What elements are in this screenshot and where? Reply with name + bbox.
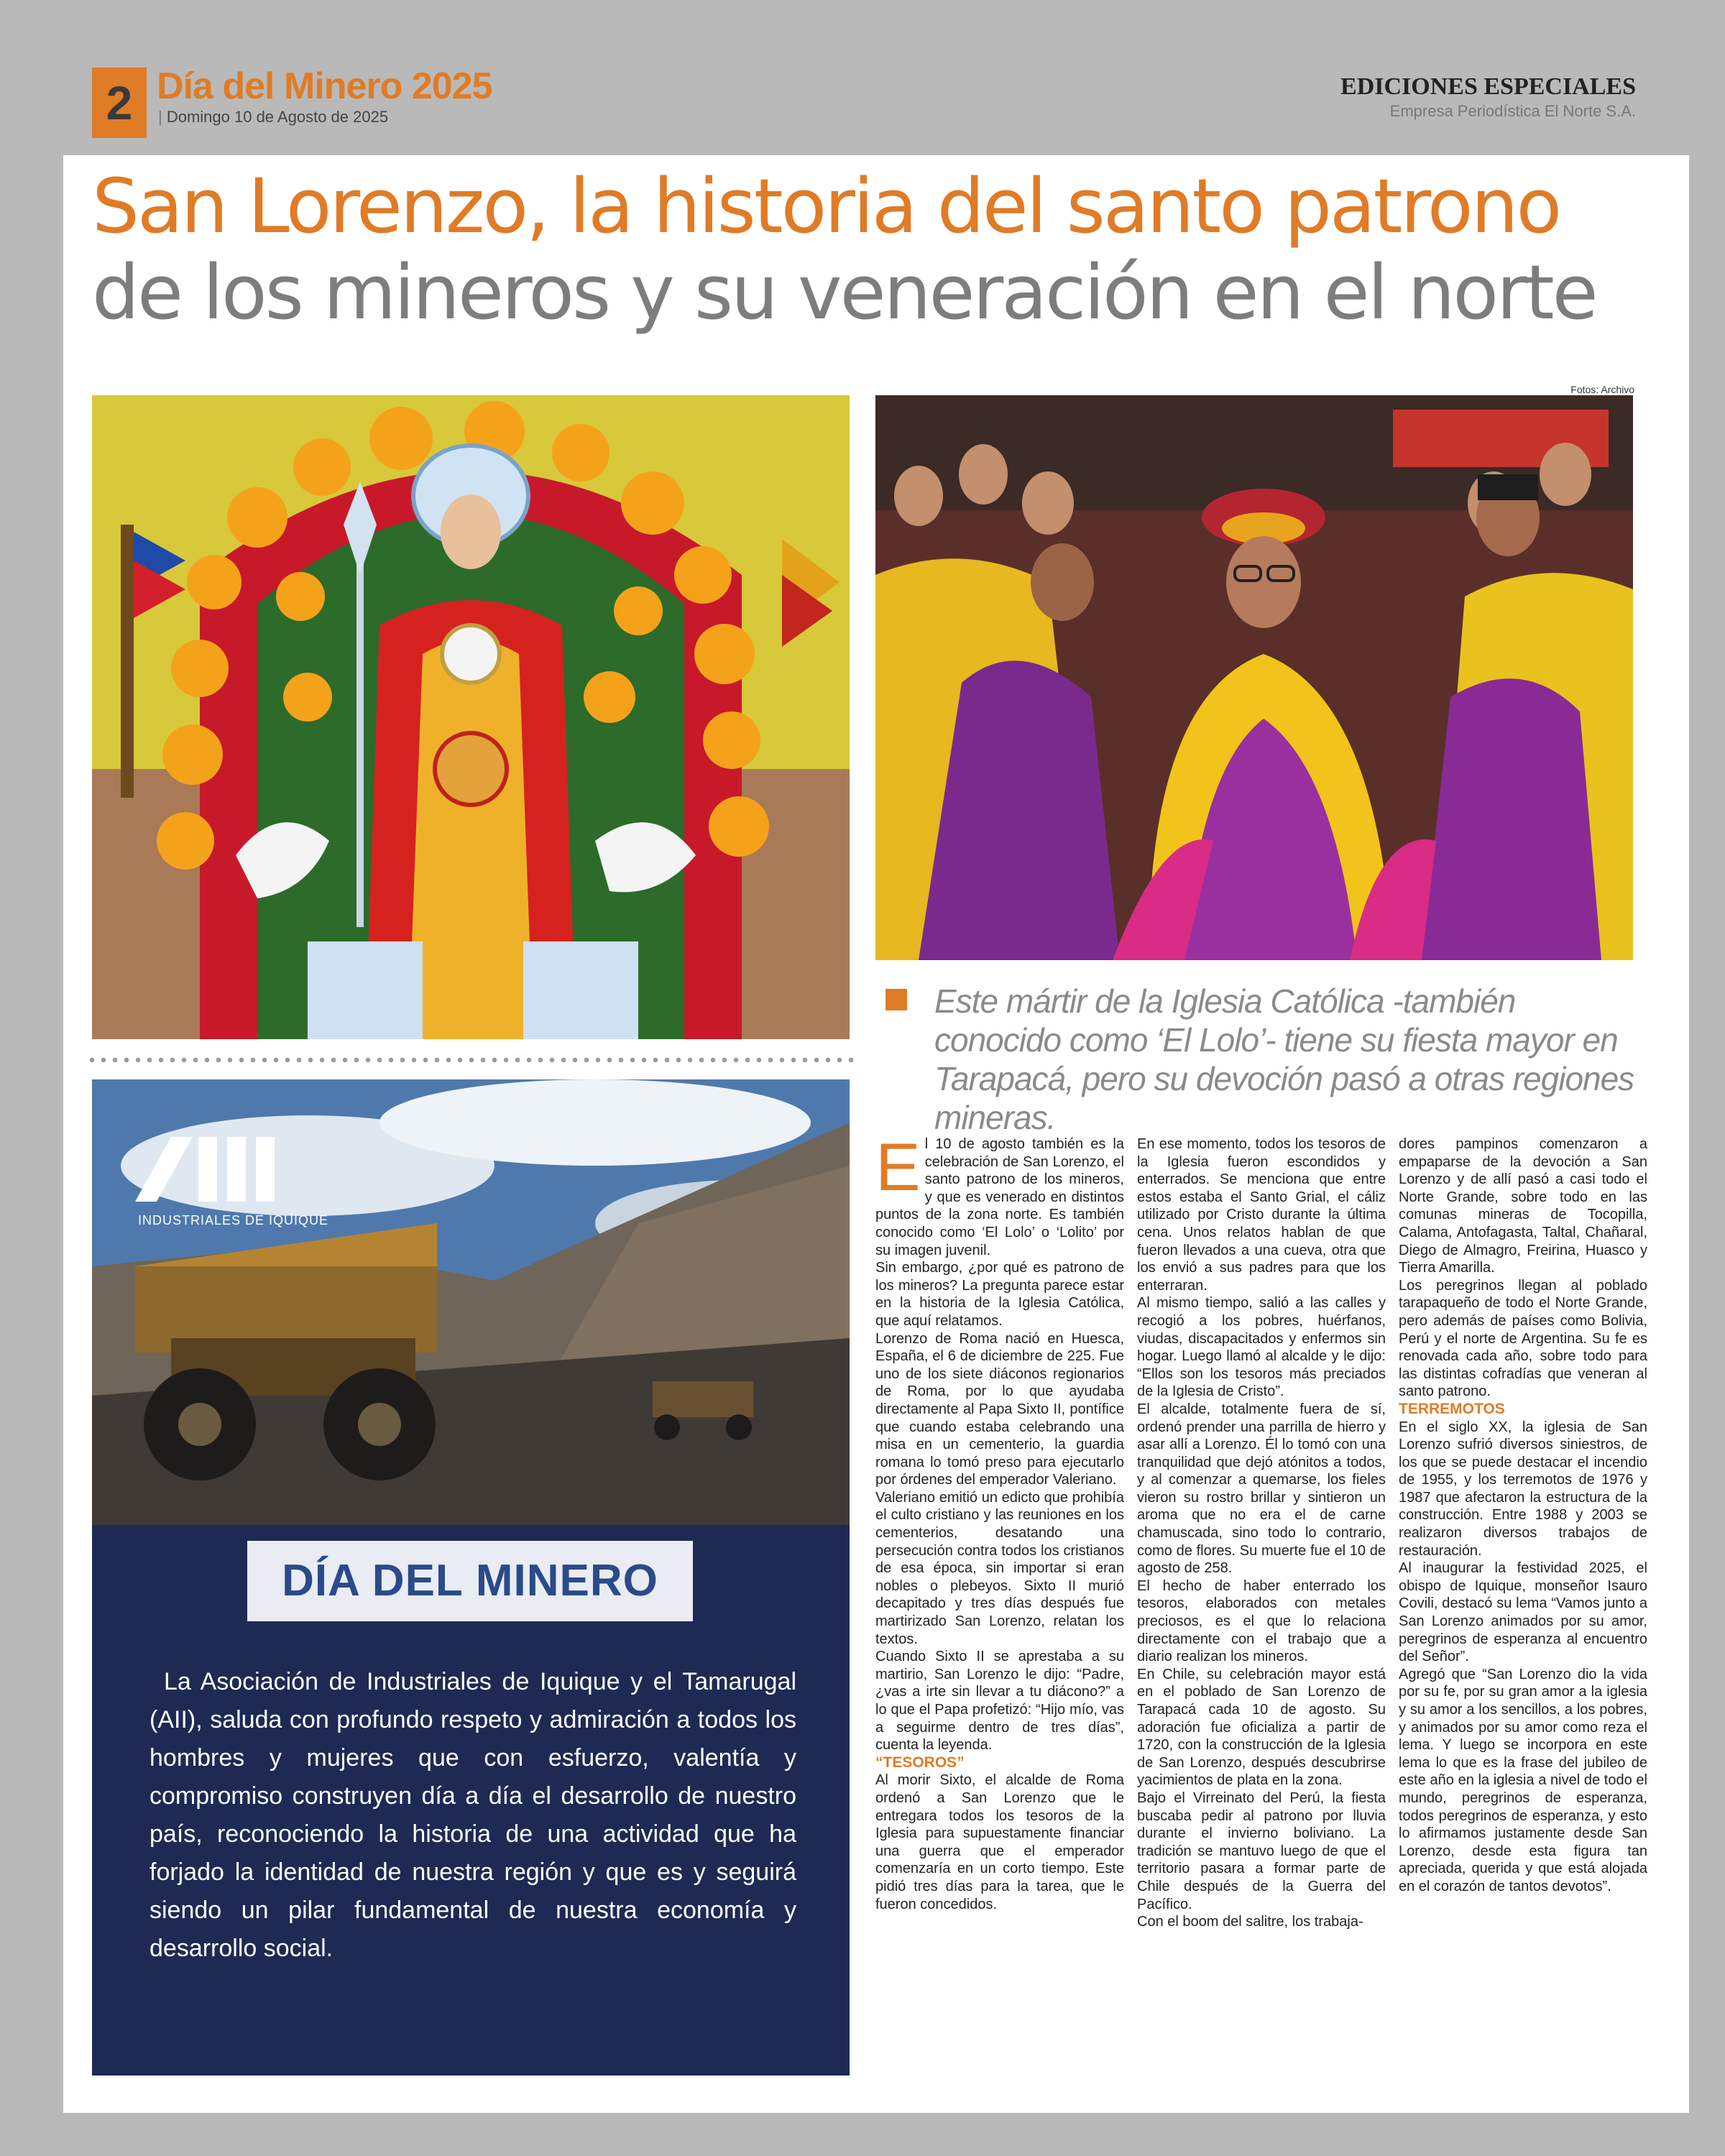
section-title: Día del Minero 2025	[157, 65, 492, 107]
paragraph: Agregó que “San Lorenzo dio la vida por su fe, por su gran amor a la iglesia y su amor a los sencillos, a los pobres, y animados por su amor como reza el lema. Y luego se incorpora en este lema lo que es la frase del jubileo de este año en la iglesia a nivel de todo el mundo, peregrinos de esperanza, todos peregrinos de esperanza, y esto lo afirmamos justamente desde San Lorenzo, desde esta figura tan apreciada, querida y que está alojada en el corazón de tantos devotos”.	[1399, 1666, 1647, 1894]
publisher-block	[1340, 73, 1636, 121]
saint-statue-photo	[92, 395, 850, 1039]
dancers-photo	[875, 395, 1633, 960]
page-header	[92, 63, 1636, 142]
paragraph: Bajo el Virreinato del Perú, la fiesta buscaba pedir al patrono por lluvia durante el invierno boliviano. La tradición se mantuvo luego de que el territorio pasara a formar parte de Chile después de la Guerra del Pacífico.	[1137, 1789, 1386, 1912]
paragraph: En Chile, su celebración mayor está en el poblado de San Lorenzo de Tarapacá cada 10 de agosto. Su adoración fue oficializa a partir de 1720, con la construcción de la Iglesia de San Lorenzo, después descubrirse yacimientos de plata en la zona.	[1137, 1666, 1386, 1789]
paragraph: En ese momento, todos los tesoros de la Iglesia fueron escondidos y enterrados. Se menciona que entre estos estaba el Santo Grial, el cáliz utilizado por Cristo durante la última cena. Unos relatos hablan de que fueron llevados a una cueva, otra que los envió a sus padres para que los enterraran.	[1137, 1136, 1386, 1294]
article-sheet	[63, 155, 1689, 2113]
paragraph: Al inaugurar la festividad 2025, el obispo de Iquique, monseñor Isauro Covili, destacó su lema “Vamos junto a San Lorenzo animados por su amor, peregrinos de esperanza al encuentro del Señor”.	[1399, 1560, 1647, 1665]
paragraph: El alcalde, totalmente fuera de sí, ordenó prender una parrilla de hierro y asar allí a Lorenzo. Él lo tomó con una tranquilidad que dejó atónitos a todos, y al comenzar a quemarse, los fieles vieron su rostro brillar y sintieron un aroma que no era el de carne chamuscada, sino todo lo contrario, como de flores. Su muerte fue el 10 de agosto de 258.	[1137, 1401, 1386, 1577]
article-column-1	[875, 1129, 1124, 1913]
dancers-illustration	[875, 395, 1633, 960]
saint-statue-illustration	[92, 395, 850, 1039]
paragraph: En el siglo XX, la iglesia de San Lorenzo sufrió diversos siniestros, de los que se puede destacar el incendio de 1955, y los terremotos de 1976 y 1987 que afectaron la estructura de la construcción. Entre 1988 y 2003 se realizaron diversos trabajos de restauración.	[1399, 1419, 1647, 1559]
ad-banner-title: DÍA DEL MINERO	[247, 1541, 693, 1621]
photo-credit: Fotos: Archivo	[1570, 384, 1634, 395]
paragraph: Sin embargo, ¿por qué es patrono de los mineros? La pregunta parece estar en la historia de la Iglesia Católica, que aquí relatamos.	[875, 1260, 1124, 1329]
paragraph: l 10 de agosto también es la celebración de San Lorenzo, el santo patrono de los mineros, y que es venerado en distintos puntos de la zona norte. Es también conocido como ‘El Lolo’ o ‘Lolito’ por su imagen juvenil.	[875, 1136, 1124, 1258]
publisher-subtitle: Empresa Periodística El Norte S.A.	[1389, 102, 1636, 120]
paragraph: dores pampinos comenzaron a empaparse de la devoción a San Lorenzo y de allí pasó a casi todo el Norte Grande, sobre todo en las comunas mineras de Tocopilla, Calama, Antofagasta, Taltal, Chañaral, Diego de Almagro, Freirina, Huasco y Tierra Amarilla.	[1399, 1136, 1647, 1276]
drop-cap: E	[875, 1129, 921, 1204]
mining-truck-photo	[92, 1079, 850, 1525]
article-column-3	[1399, 1135, 1647, 1896]
aii-advertisement	[92, 1079, 850, 2076]
aii-logo-text: INDUSTRIALES DE IQUIQUE	[138, 1213, 329, 1227]
headline-line1: San Lorenzo, la historia del santo patrono	[92, 162, 1560, 250]
subheading-terremotos: TERREMOTOS	[1399, 1400, 1505, 1417]
paragraph: Lorenzo de Roma nació en Huesca, España, el 6 de diciembre de 225. Fue uno de los siete diáconos regionarios de Roma, por lo que ayudaba directamente al Papa Sixto II, pontífice que cuando estaba celebrando una misa en un cementerio, la guardia romana lo tomó preso para ejecutarlo por órdenes del emperador Valeriano.	[875, 1330, 1124, 1488]
aii-logo-icon	[135, 1137, 279, 1202]
issue-date: | Domingo 10 de Agosto de 2025	[158, 108, 388, 126]
paragraph: Al morir Sixto, el alcalde de Roma ordenó a San Lorenzo que le entregara todos los tesoros de la Iglesia para supuestamente financiar una guerra que el emperador comenzaría en un corto tiempo. Este pidió tres días para la tarea, que le fueron concedidos.	[875, 1772, 1124, 1912]
paragraph: Cuando Sixto II se aprestaba a su martirio, San Lorenzo le dijo: “Padre, ¿vas a irte sin llevar a tu diácono?” a lo que el Papa profetizó: “Hijo mío, vas a seguirme dentro de tres días”, cuenta la leyenda.	[875, 1649, 1124, 1754]
publisher-name: EDICIONES ESPECIALES	[1340, 73, 1636, 100]
paragraph: Los peregrinos llegan al poblado tarapaqueño de todo el Norte Grande, pero además de países como Bolivia, Perú y el norte de Argentina. Su fe es renovada cada año, sobre todo para las distintas cofradías que veneran al santo patrono.	[1399, 1277, 1647, 1400]
paragraph: El hecho de haber enterrado los tesoros, elaborados con metales preciosos, es el que lo relaciona directamente con el trabajo que a diario realizan los mineros.	[1137, 1577, 1386, 1665]
headline-line2: de los mineros y su veneración en el norte	[92, 249, 1596, 336]
dotted-divider	[86, 1056, 857, 1064]
page-number: 2	[92, 68, 147, 138]
paragraph: Con el boom del salitre, los trabaja-	[1137, 1914, 1363, 1930]
paragraph: Al mismo tiempo, salió a las calles y recogió a los pobres, huérfanos, viudas, discapacitados y enfermos sin hogar. Luego llamó al alcalde y le dijo: “Ellos son los tesoros más preciados de la Iglesia de Cristo”.	[1137, 1295, 1386, 1400]
article-column-2	[1137, 1135, 1386, 1931]
subheading-tesoros: “TESOROS”	[875, 1754, 965, 1771]
caption-square-icon	[886, 989, 907, 1010]
paragraph: Valeriano emitió un edicto que prohibía el culto cristiano y las reuniones en los cementerios, desatando una persecución contra todos los cristianos de esa época, sin importar si eran nobles o plebeyos. Sixto II murió decapitado y tres días después fue martirizado San Lorenzo, relatan los textos.	[875, 1489, 1124, 1647]
ad-body-text: La Asociación de Industriales de Iquique y el Tamarugal (AII), saluda con profundo respeto y admiración a todos los hombres y mujeres que con esfuerzo, valentía y compromiso construyen día a día el desarrollo de nuestro país, reconociendo la historia de una actividad que ha forjado la identidad de nuestra región y que es y seguirá siendo un pilar fundamental de nuestra economía y desarrollo social.	[150, 1668, 796, 1962]
photo-caption: Este mártir de la Iglesia Católica -también conocido como ‘El Lolo’- tiene su fiesta mayor en Tarapacá, pero su devoción pasó a otras regiones mineras.	[934, 982, 1634, 1136]
